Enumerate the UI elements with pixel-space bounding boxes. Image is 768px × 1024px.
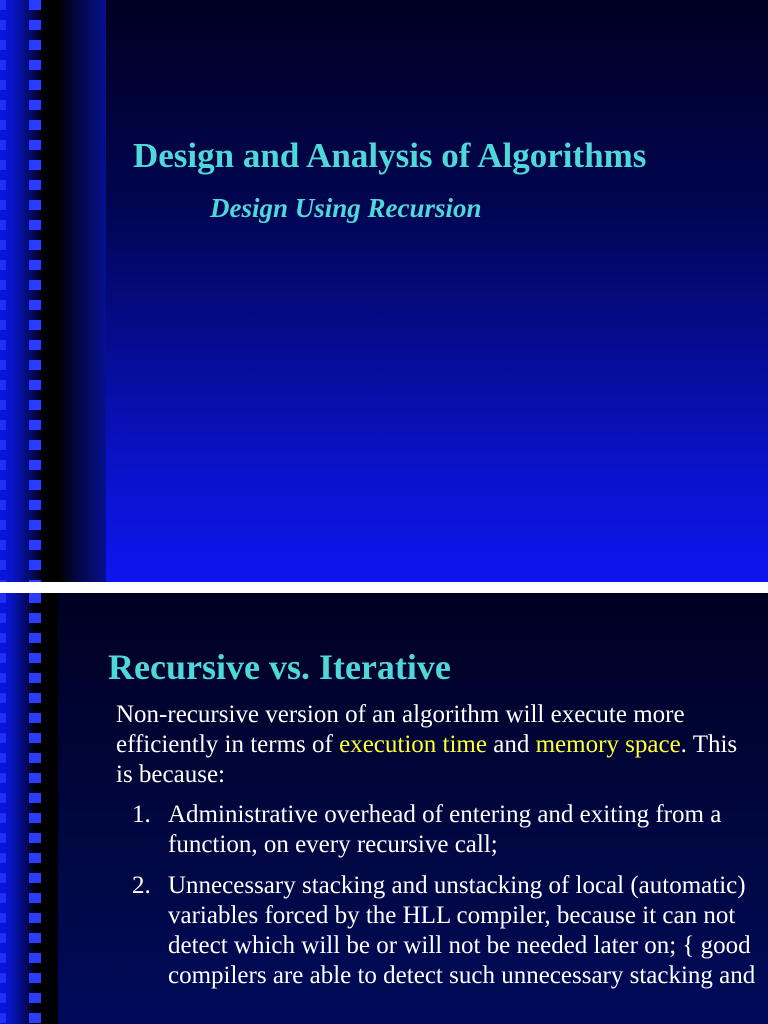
list-item-number: 1.: [132, 801, 151, 828]
intro-text-part1: Non-recursive version of an algorithm will execute more efficiently in terms of: [116, 701, 685, 758]
list-item-text: Administrative overhead of entering and exiting from a function, on every recursive call;: [168, 801, 722, 858]
list-item-number: 2.: [132, 872, 151, 899]
highlight-memory-space: memory space: [535, 731, 681, 758]
slide-body: [116, 700, 756, 1002]
decorative-strip: [0, 0, 106, 582]
list-item: [132, 871, 756, 991]
intro-text-part2: and: [486, 731, 536, 758]
slide-title-heading: Design and Analysis of Algorithms: [133, 136, 647, 175]
square-pattern-edge: [0, 593, 6, 1024]
highlight-execution-time: execution time: [339, 731, 487, 758]
square-pattern: [29, 0, 41, 582]
reasons-list: [116, 800, 756, 991]
intro-text-part3: . This is because:: [116, 731, 738, 788]
slide-subtitle: Design Using Recursion: [210, 193, 482, 223]
list-item: [132, 800, 756, 860]
square-pattern: [29, 593, 41, 1024]
slide-heading: Recursive vs. Iterative: [108, 647, 451, 687]
intro-paragraph: [116, 700, 756, 790]
square-pattern-edge: [0, 0, 6, 582]
list-item-text: Unnecessary stacking and unstacking of local (automatic) variables forced by the HLL compiler, because it can not detect which will be or will not be needed later on; { good compilers are able to detect such unnecessary stacking and: [168, 872, 756, 989]
